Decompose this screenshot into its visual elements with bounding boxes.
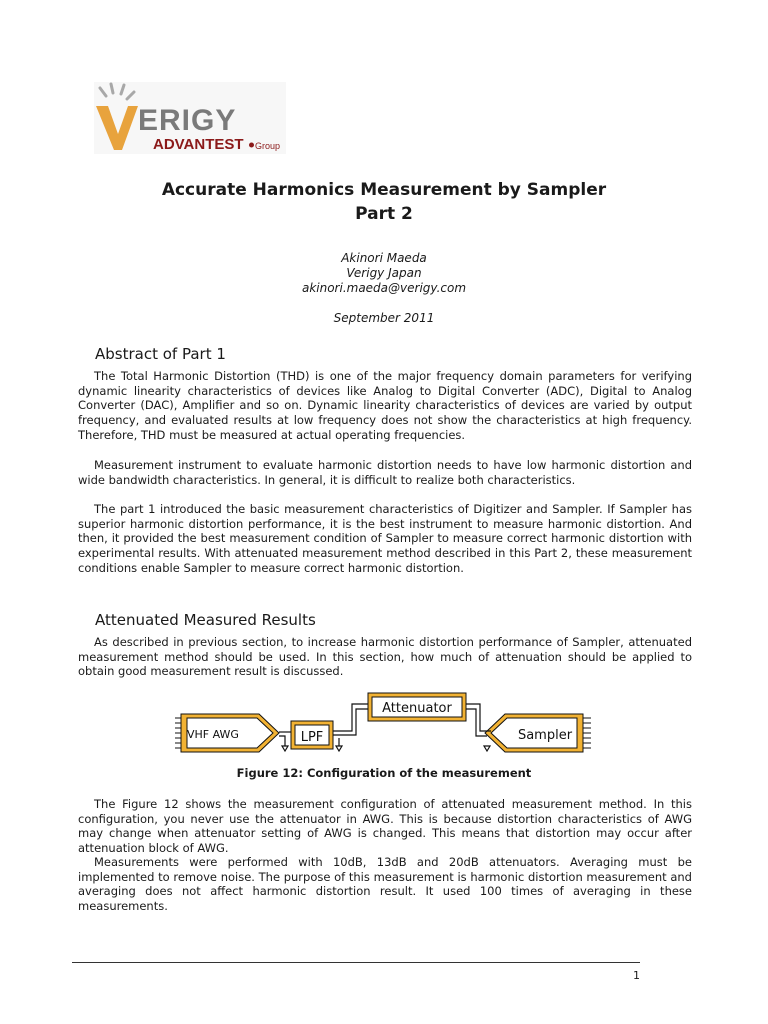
vhf-awg-block — [181, 714, 279, 752]
logo-suffix-text: Group — [255, 141, 281, 151]
awg-pins-icon — [175, 718, 181, 748]
lpf-label: LPF — [300, 730, 324, 745]
sampler-block — [485, 714, 583, 752]
figure-12-caption: Figure 12: Configuration of the measurement — [236, 766, 532, 780]
page-title: Accurate Harmonics Measurement by Sampler — [161, 180, 607, 200]
attenuator-label: Attenuator — [382, 701, 452, 716]
abstract-paragraph-3-text: The part 1 introduced the basic measurement characteristics of Digitizer and Sampler. If Sampler has superior harmonic distortion performance, it is the best instrument to measure harmonic distortion. And then, it provided the best measurement condition of Sampler to measure correct harmonic distortion with experimental results. With attenuated measurement method described in this Part 2, these measurement conditions enable Sampler to measure correct harmonic distortion. — [78, 502, 692, 575]
page-number: 1 — [633, 969, 640, 982]
verigy-advantest-logo — [94, 82, 286, 154]
measurement-configuration-svg — [175, 690, 595, 766]
sampler-label: Sampler — [517, 728, 573, 743]
publication-date: September 2011 — [333, 311, 435, 325]
section-heading-abstract: Abstract of Part 1 — [95, 345, 226, 363]
logo-graphic — [94, 82, 286, 154]
attenuated-intro-paragraph — [78, 635, 692, 679]
measurements-paragraph-text: Measurements were performed with 10dB, 13dB and 20dB attenuators. Averaging must be implemented to remove noise. The purpose of this measurement is harmonic distortion measurement and averaging does not affect harmonic distortion result. It used 100 times of averaging in these measurements. — [78, 855, 692, 914]
configuration-paragraph-text: The Figure 12 shows the measurement configuration of attenuated measurement method. In this configuration, you never use the attenuator in AWG. This is because distortion characteristics of AWG may change when attenuator setting of AWG is changed. This means that distortion may occur after attenuation block of AWG. — [78, 797, 692, 856]
configuration-paragraph — [78, 797, 692, 856]
attenuator-block — [368, 693, 466, 721]
author-email: akinori.maeda@verigy.com — [301, 281, 467, 295]
sampler-pins-icon — [583, 718, 591, 748]
author-affiliation: Verigy Japan — [346, 266, 422, 280]
lpf-block — [291, 721, 333, 749]
abstract-paragraph-2-text: Measurement instrument to evaluate harmonic distortion needs to have low harmonic distortion and wide bandwidth characteristics. In general, it is difficult to realize both characteristics. — [78, 458, 692, 487]
author-name: Akinori Maeda — [341, 251, 427, 265]
footer-divider — [72, 962, 640, 963]
attenuated-intro-text: As described in previous section, to increase harmonic distortion performance of Sampler, attenuated measurement method should be used. In this section, how much of attenuation should be applied to obtain good measurement result is discussed. — [78, 635, 692, 679]
page-subtitle: Part 2 — [355, 204, 413, 224]
abstract-paragraph-1-text: The Total Harmonic Distortion (THD) is one of the major frequency domain parameters for verifying dynamic linearity characteristics of devices like Analog to Digital Converter (ADC), Digital to Analog Converter (DAC), Amplifier and so on. Dynamic linearity characteristics of devices are varied by output frequency, and evaluated results at low frequency does not show the characteristics at high frequency. Therefore, THD must be measured at actual operating frequencies. — [78, 369, 692, 442]
abstract-paragraph-2 — [78, 458, 692, 487]
measurements-paragraph — [78, 855, 692, 914]
abstract-paragraph-1 — [78, 369, 692, 443]
logo-dot-icon — [249, 143, 254, 148]
logo-company-text: ADVANTEST — [153, 136, 244, 153]
vhf-awg-label: VHF AWG — [187, 728, 239, 741]
abstract-paragraph-3 — [78, 502, 692, 576]
logo-brand-text: ERIGY — [138, 104, 237, 137]
section-heading-attenuated: Attenuated Measured Results — [95, 611, 316, 629]
figure-12-diagram — [175, 690, 595, 766]
